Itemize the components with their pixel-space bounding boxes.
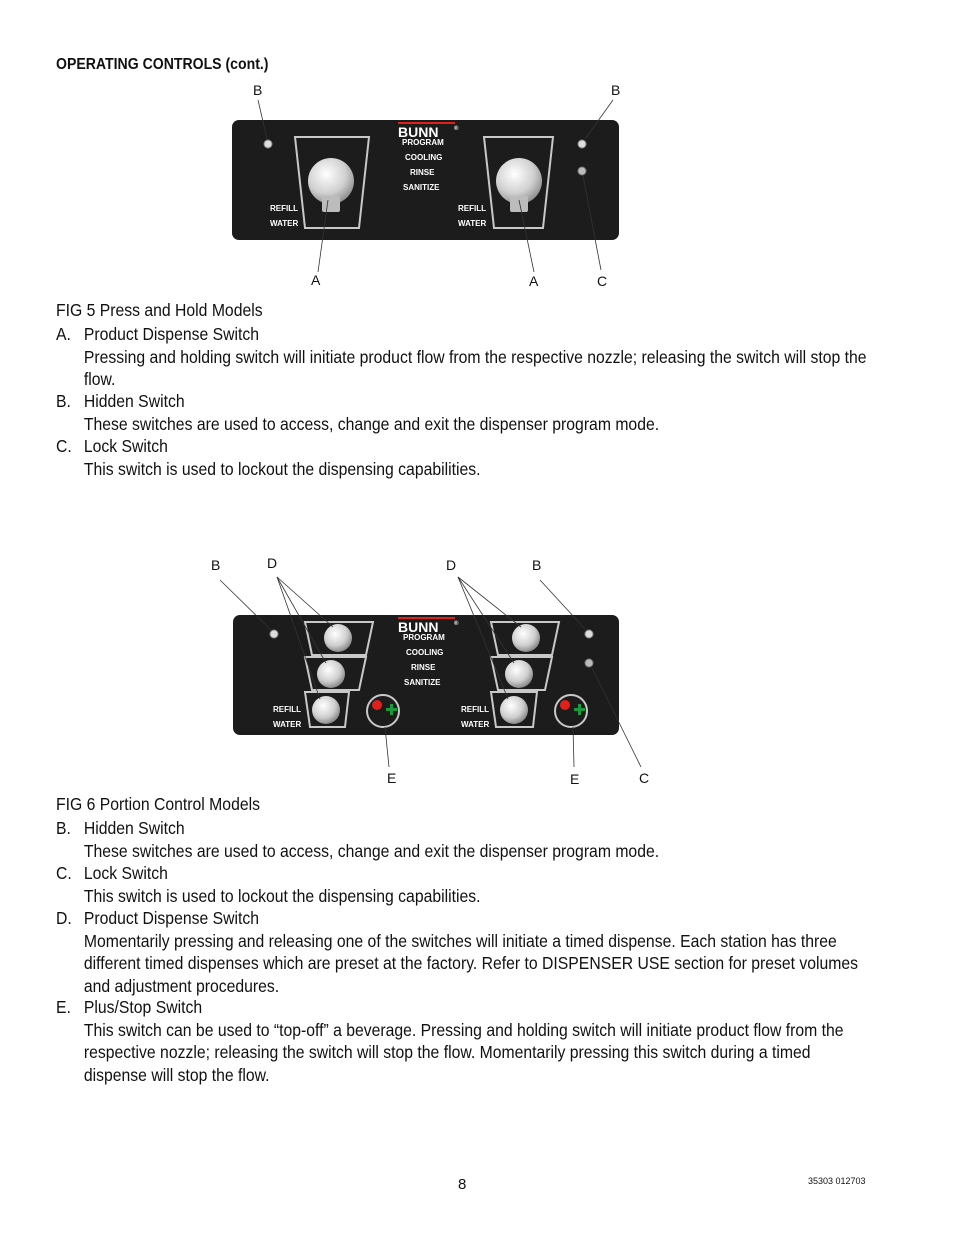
fig5-item-b-title: Hidden Switch — [83, 391, 185, 411]
fig5-mode-rinse: RINSE — [410, 168, 435, 177]
fig6-item-c: C. Lock Switch This switch is used to lockout the dispensing capabilities. — [56, 862, 871, 907]
fig5-item-c: C. Lock Switch This switch is used to lockout the dispensing capabilities. — [56, 435, 871, 480]
fig6-brand-logo: BUNN — [398, 619, 439, 635]
fig6-item-e-desc: This switch can be used to “top-off” a beverage. Pressing and holding switch will initiate product flow from the respective nozzle; releasing the switch will stop the flow. Momentarily pressing this switch during a timed dispense will stop the flow. — [83, 1019, 844, 1085]
fig6-hidden-switch-left — [270, 630, 278, 638]
fig6-left-dispense-switch-2 — [317, 660, 345, 688]
fig6-caption: FIG 6 Portion Control Models — [56, 794, 260, 814]
fig5-label-b-right: B — [611, 82, 621, 98]
fig6-label-b-left: B — [211, 557, 221, 573]
fig5-mode-program: PROGRAM — [402, 138, 444, 147]
fig6-right-dispense-switch-3 — [500, 696, 528, 724]
fig6-item-b-title: Hidden Switch — [83, 818, 185, 838]
fig6-mode-cooling: COOLING — [406, 648, 444, 657]
fig6-item-d: D. Product Dispense Switch Momentarily pressing and releasing one of the switches will initiate a timed dispense. Each station has three different timed dispenses which are preset at the factory. Refer to DISPENSER USE section for preset volumes and adjustment procedures. — [56, 907, 871, 997]
fig6-label-e-left: E — [387, 770, 397, 786]
fig6-label-d-left: D — [267, 555, 278, 571]
fig5-label-b-left: B — [253, 82, 263, 98]
fig6-right-dispense-switch-2 — [505, 660, 533, 688]
fig5-item-c-title: Lock Switch — [83, 436, 168, 456]
svg-text:®: ® — [454, 126, 459, 132]
fig6-mode-program: PROGRAM — [403, 633, 445, 642]
fig6-label-b-right: B — [532, 557, 542, 573]
fig6-item-c-desc: This switch is used to lockout the dispensing capabilities. — [83, 885, 481, 906]
fig5-item-b: B. Hidden Switch These switches are used to access, change and exit the dispenser program mode. — [56, 390, 871, 435]
fig6-right-dispense-switch-1 — [512, 624, 540, 652]
fig5-item-c-desc: This switch is used to lockout the dispensing capabilities. — [83, 458, 481, 479]
document-id: 35303 012703 — [808, 1176, 866, 1186]
fig5-brand-logo: BUNN — [398, 124, 439, 140]
fig5-item-a-desc: Pressing and holding switch will initiate product flow from the respective nozzle; releasing the switch will stop the flow. — [83, 346, 867, 389]
fig6-label-c: C — [639, 770, 650, 786]
fig5-refill-right-1: REFILL — [458, 204, 486, 213]
fig6-left-dispense-switch-1 — [324, 624, 352, 652]
fig5-refill-left-1: REFILL — [270, 204, 298, 213]
fig5-item-a-title: Product Dispense Switch — [83, 324, 259, 344]
fig5-item-a: A. Product Dispense Switch Pressing and holding switch will initiate product flow from the respective nozzle; releasing the switch will stop the flow. — [56, 323, 871, 391]
fig5-label-a-right: A — [529, 273, 539, 289]
fig6-refill-left-2: WATER — [273, 720, 302, 729]
fig6-item-b-desc: These switches are used to access, change and exit the dispenser program mode. — [83, 840, 660, 861]
fig5-caption: FIG 5 Press and Hold Models — [56, 300, 263, 320]
fig6-item-e-title: Plus/Stop Switch — [83, 997, 203, 1017]
page-number: 8 — [458, 1176, 467, 1193]
fig5-label-a-left: A — [311, 272, 321, 288]
fig5-mode-cooling: COOLING — [405, 153, 443, 162]
fig5-item-b-desc: These switches are used to access, change and exit the dispenser program mode. — [83, 413, 660, 434]
fig6-mode-sanitize: SANITIZE — [404, 678, 441, 687]
fig6-refill-right-2: WATER — [461, 720, 490, 729]
fig6-refill-right-1: REFILL — [461, 705, 489, 714]
fig6-left-dispense-switch-3 — [312, 696, 340, 724]
fig6-item-b: B. Hidden Switch These switches are used to access, change and exit the dispenser program mode. — [56, 817, 871, 862]
fig6-hidden-switch-right — [585, 630, 593, 638]
fig5-label-c: C — [597, 273, 608, 289]
svg-text:®: ® — [454, 621, 459, 627]
fig6-refill-left-1: REFILL — [273, 705, 301, 714]
fig6-label-e-right: E — [570, 771, 580, 787]
page-title: OPERATING CONTROLS (cont.) — [56, 56, 269, 73]
fig6-item-d-desc: Momentarily pressing and releasing one of the switches will initiate a timed dispense. Each station has three different timed dispenses which are preset at the factory. Refer to DISPENSER USE section for preset volumes and adjustment procedures. — [83, 930, 859, 996]
fig6-item-c-title: Lock Switch — [83, 863, 168, 883]
fig6-item-d-title: Product Dispense Switch — [83, 908, 259, 928]
fig6-item-e: E. Plus/Stop Switch This switch can be used to “top-off” a beverage. Pressing and holding switch will initiate product flow from the respective nozzle; releasing the switch will stop the flow. Momentarily pressing this switch during a timed dispense will stop the flow. — [56, 996, 871, 1086]
fig6-lock-switch — [585, 659, 593, 667]
fig6-label-d-right: D — [446, 557, 457, 573]
fig5-mode-sanitize: SANITIZE — [403, 183, 440, 192]
fig5-refill-right-2: WATER — [458, 219, 487, 228]
fig5-refill-left-2: WATER — [270, 219, 299, 228]
fig6-mode-rinse: RINSE — [411, 663, 436, 672]
